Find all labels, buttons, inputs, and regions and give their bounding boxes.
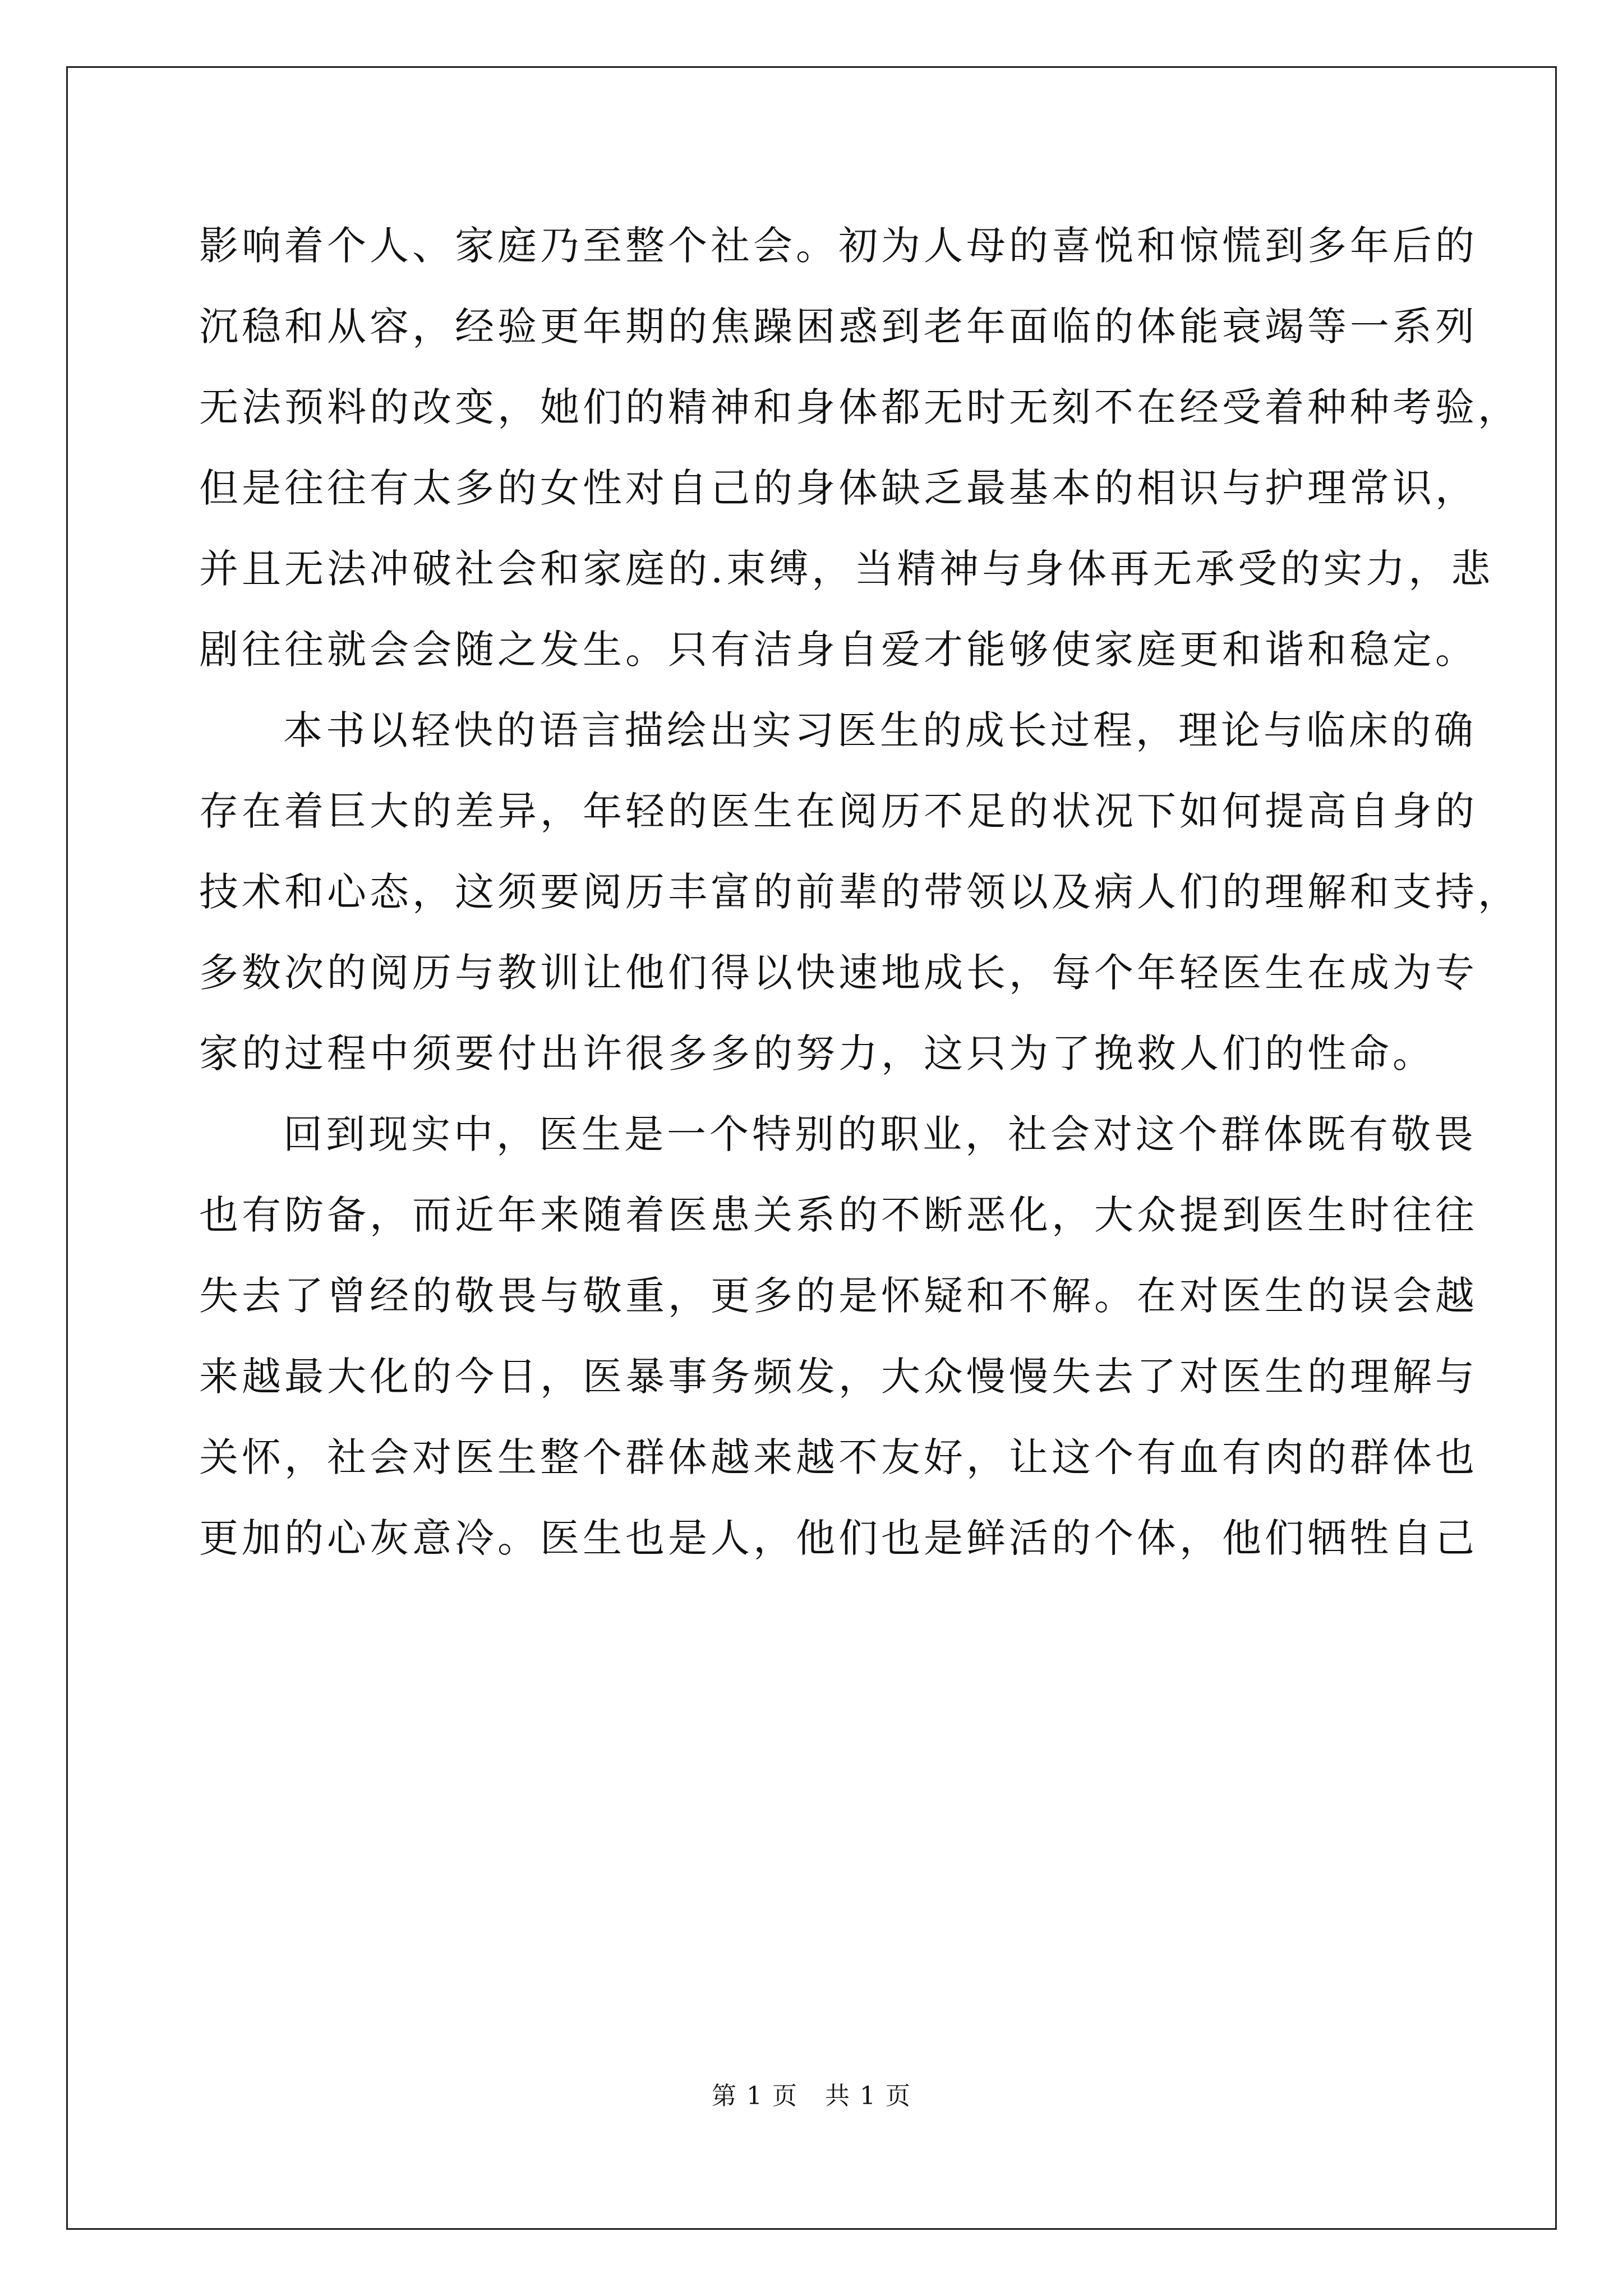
text-line: 失去了曾经的敬畏与敬重，更多的是怀疑和不解。在对医生的误会越 <box>199 1273 1478 1319</box>
text-line: 但是往往有太多的女性对自己的身体缺乏最基本的相识与护理常识， <box>199 465 1478 511</box>
paragraph-3 <box>199 1107 1478 1592</box>
text-line: 家的过程中须要付出许很多多的努力，这只为了挽救人们的性命。 <box>199 1030 1435 1076</box>
text-line: 关怀，社会对医生整个群体越来越不友好，让这个有血有肉的群体也 <box>199 1434 1478 1480</box>
paragraph-2 <box>199 703 1520 1107</box>
text-line: 多数次的阅历与教训让他们得以快速地成长，每个年轻医生在成为专 <box>199 950 1478 996</box>
text-line: 也有防备，而近年来随着医患关系的不断恶化，大众提到医生时往往 <box>199 1192 1478 1238</box>
text-line: 本书以轻快的语言描绘出实习医生的成长过程，理论与临床的确 <box>283 707 1477 753</box>
paragraph-1 <box>199 219 1520 703</box>
text-line: 存在着巨大的差异，年轻的医生在阅历不足的状况下如何提高自身的 <box>199 788 1478 834</box>
text-line: 无法预料的改变，她们的精神和身体都无时无刻不在经受着种种考验， <box>199 384 1520 430</box>
text-line: 并且无法冲破社会和家庭的.束缚，当精神与身体再无承受的实力，悲 <box>199 546 1494 592</box>
document-body <box>199 219 1520 1592</box>
text-line: 影响着个人、家庭乃至整个社会。初为人母的喜悦和惊慌到多年后的 <box>199 223 1478 269</box>
text-line: 技术和心态，这须要阅历丰富的前辈的带领以及病人们的理解和支持， <box>199 869 1520 915</box>
text-line: 来越最大化的今日，医暴事务频发，大众慢慢失去了对医生的理解与 <box>199 1354 1478 1400</box>
text-line: 更加的心灰意冷。医生也是人，他们也是鲜活的个体，他们牺牲自己 <box>199 1515 1478 1561</box>
text-line: 回到现实中，医生是一个特别的职业，社会对这个群体既有敬畏 <box>283 1111 1477 1157</box>
text-line: 剧往往就会会随之发生。只有洁身自爱才能够使家庭更和谐和稳定。 <box>199 627 1478 673</box>
text-line: 沉稳和从容，经验更年期的焦躁困惑到老年面临的体能衰竭等一系列 <box>199 303 1478 349</box>
page-number-footer: 第 1 页 共 1 页 <box>712 2082 911 2110</box>
